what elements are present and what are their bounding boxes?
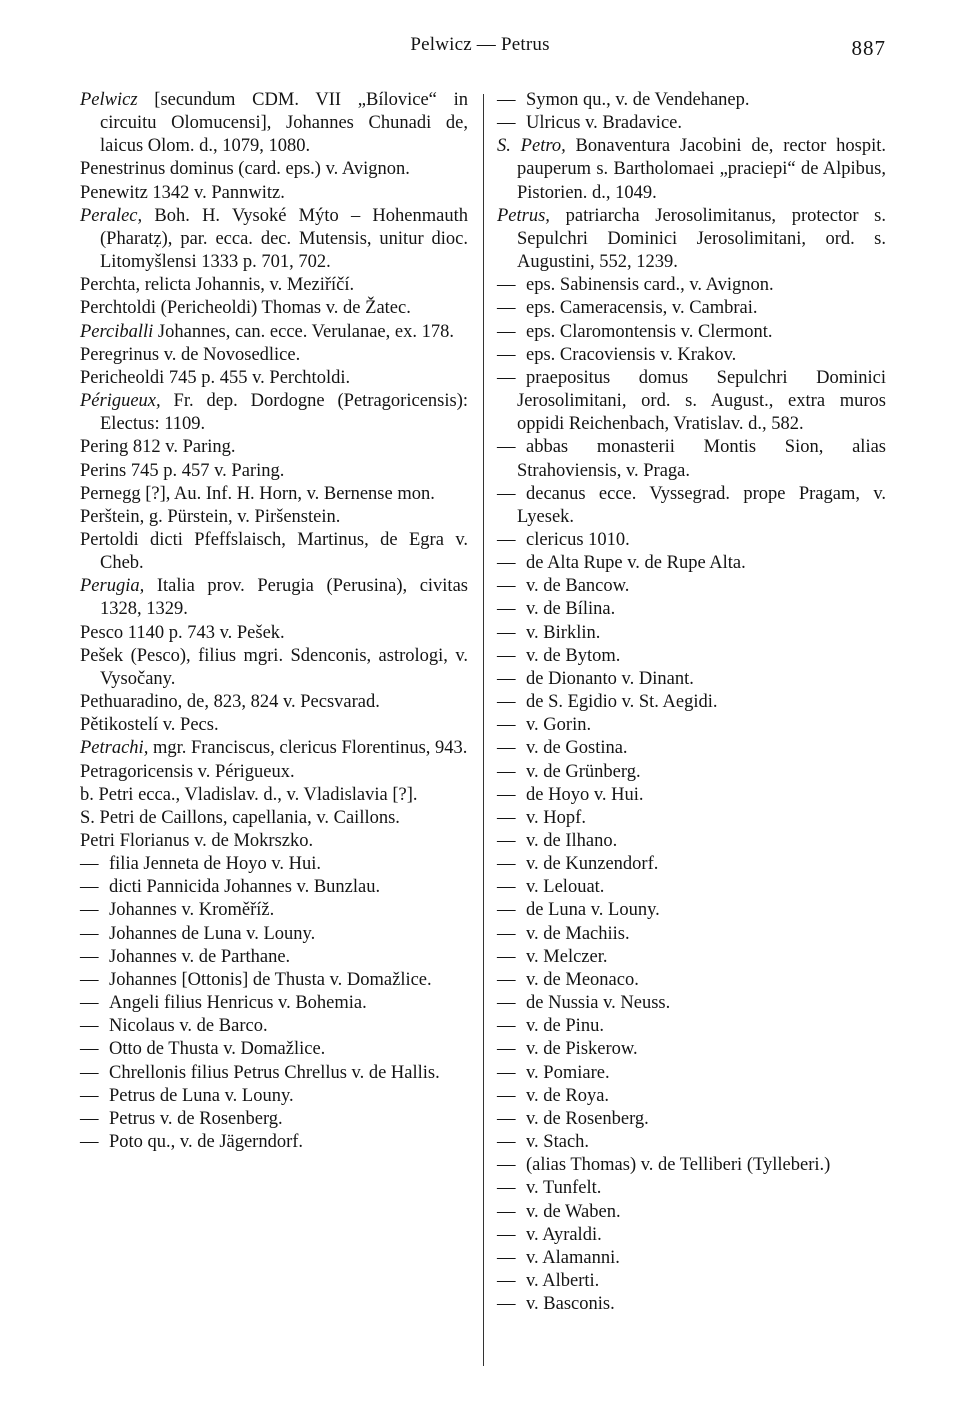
index-entry	[497, 274, 886, 297]
index-entry	[80, 158, 468, 181]
index-entry	[80, 691, 468, 714]
entry-text: v. de Grünberg.	[526, 761, 641, 782]
dash-marker: —	[497, 692, 516, 713]
entry-text: (alias Thomas) v. de Telliberi (Tylleberi.)	[526, 1155, 831, 1176]
entry-text: v. Basconis.	[526, 1294, 615, 1315]
entry-text: filia Jenneta de Hoyo v. Hui.	[109, 854, 322, 875]
dash-marker: —	[497, 437, 516, 458]
entry-text: v. Pomiare.	[526, 1062, 610, 1083]
entry-text: Fr. dep. Dordogne (Petragoricensis): Electus: 1109.	[100, 391, 468, 435]
entry-text: Petrus de Luna v. Louny.	[109, 1085, 294, 1106]
dash-marker: —	[497, 367, 516, 388]
index-entry	[497, 436, 886, 482]
entry-text: Pethuaradino, de, 823, 824 v. Pecsvarad.	[80, 692, 380, 713]
index-entry	[497, 1015, 886, 1038]
entry-text: v. de Machiis.	[526, 923, 630, 944]
index-entry	[497, 367, 886, 436]
index-entry	[497, 1038, 886, 1061]
dash-marker: —	[497, 113, 516, 134]
index-entry	[80, 575, 468, 621]
entry-text: Pětikostelí v. Pecs.	[80, 715, 219, 736]
index-entry	[80, 645, 468, 691]
index-entry	[497, 946, 886, 969]
entry-text: Poto qu., v. de Jägerndorf.	[109, 1132, 304, 1153]
index-entry	[497, 1293, 886, 1316]
dash-marker: —	[80, 1039, 99, 1060]
index-entry	[80, 297, 468, 320]
entry-text: decanus ecce. Vyssegrad. prope Pragam, v. Lyesek.	[517, 483, 886, 527]
index-entry	[497, 344, 886, 367]
entry-text: v. Tunfelt.	[526, 1178, 602, 1199]
entry-text: eps. Cameracensis, v. Cambrai.	[526, 298, 758, 319]
index-entry	[497, 853, 886, 876]
entry-text: Johannes v. de Parthane.	[109, 946, 291, 967]
index-entry	[80, 390, 468, 436]
index-entry	[80, 436, 468, 459]
index-entry	[497, 112, 886, 135]
entry-text: eps. Cracoviensis v. Krakov.	[526, 344, 737, 365]
entry-text: praepositus domus Sepulchri Dominici Jerosolimitani, ord. s. August., extra muros oppidi Reichenbach, Vratislav. d., 582.	[517, 367, 886, 435]
dash-marker: —	[497, 1108, 516, 1129]
dash-marker: —	[497, 1178, 516, 1199]
entry-text: Penestrinus dominus (card. eps.) v. Avignon.	[80, 159, 410, 180]
entry-text: v. de Meonaco.	[526, 969, 639, 990]
entry-text: de Dionanto v. Dinant.	[526, 668, 694, 689]
entry-text: v. de Piskerow.	[526, 1039, 638, 1060]
dash-marker: —	[497, 321, 516, 342]
entry-text: v. Gorin.	[526, 715, 592, 736]
entry-text: Chrellonis filius Petrus Chrellus v. de Hallis.	[109, 1062, 440, 1083]
index-entry	[497, 575, 886, 598]
dash-marker: —	[497, 1201, 516, 1222]
index-entry	[497, 1201, 886, 1224]
dash-marker: —	[497, 738, 516, 759]
entry-text: Penewitz 1342 v. Pannwitz.	[80, 182, 285, 203]
entry-text: Bonaventura Jacobini de, rector hospit. pauperum s. Bartholomaei „praciepi“ de Alpibus, Pistorien. d., 1049.	[517, 136, 887, 203]
dash-marker: —	[497, 993, 516, 1014]
dash-marker: —	[497, 1062, 516, 1083]
index-entry	[497, 1224, 886, 1247]
index-entry	[80, 946, 468, 969]
index-entry	[80, 1108, 468, 1131]
index-entry	[497, 714, 886, 737]
index-entry	[80, 506, 468, 529]
entry-text: Peregrinus v. de Novosedlice.	[80, 344, 301, 365]
index-entry	[497, 529, 886, 552]
index-entry	[80, 622, 468, 645]
index-entry	[497, 297, 886, 320]
entry-text: Johannes, can. ecce. Verulanae, ex. 178.	[153, 321, 454, 342]
dash-marker: —	[80, 993, 99, 1014]
dash-marker: —	[497, 668, 516, 689]
dash-marker: —	[497, 576, 516, 597]
index-entry	[497, 899, 886, 922]
index-entry	[80, 274, 468, 297]
index-entry	[497, 691, 886, 714]
entry-text: Perins 745 p. 457 v. Paring.	[80, 460, 285, 481]
index-entry	[80, 830, 468, 853]
index-entry	[497, 598, 886, 621]
index-entry	[497, 969, 886, 992]
dash-marker: —	[497, 946, 516, 967]
index-entry	[80, 1038, 468, 1061]
entry-text: S. Petri de Caillons, capellania, v. Caillons.	[80, 807, 400, 828]
entry-text: [secundum CDM. VII „Bílovice“ in circuitu Olomucensi], Johannes Chunadi de, laicus Olom. d., 1079, 1080.	[100, 90, 468, 157]
dash-marker: —	[497, 854, 516, 875]
left-column	[80, 89, 468, 1154]
entry-headword: Peralec,	[80, 205, 143, 226]
entry-text: v. de Ilhano.	[526, 831, 618, 851]
index-entry	[80, 761, 468, 784]
dash-marker: —	[80, 969, 99, 990]
entry-text: Perchta, relicta Johannis, v. Meziříčí.	[80, 275, 355, 296]
dash-marker: —	[497, 900, 516, 921]
index-entry	[497, 622, 886, 645]
entry-text: v. de Bílina.	[526, 599, 616, 620]
entry-text: Boh. H. Vysoké Mýto – Hohenmauth (Pharatẓ), par. ecca. dec. Mutensis, unitur dioc. Litomyšlensi 1333 p. 701, 702.	[100, 205, 468, 273]
entry-text: Johannes de Luna v. Louny.	[109, 923, 316, 944]
index-entry	[80, 1131, 468, 1154]
entry-text: eps. Claromontensis v. Clermont.	[526, 321, 773, 342]
entry-text: b. Petri ecca., Vladislav. d., v. Vladislavia [?].	[80, 784, 418, 805]
dash-marker: —	[80, 946, 99, 967]
index-entry	[80, 483, 468, 506]
entry-text: Otto de Thusta v. Domažlice.	[109, 1039, 326, 1060]
entry-text: Pericheoldi 745 p. 455 v. Perchtoldi.	[80, 367, 351, 388]
entry-text: patriarcha Jerosolimitanus, protector s. Sepulchri Dominici Jerosolimitani, ord. s. Augustini, 552, 1239.	[517, 205, 886, 273]
entry-headword: Petrachi,	[80, 738, 149, 759]
dash-marker: —	[497, 1224, 516, 1245]
dash-marker: —	[497, 784, 516, 805]
dash-marker: —	[497, 553, 516, 574]
index-entry	[80, 367, 468, 390]
page-number: 887	[851, 36, 886, 60]
dash-marker: —	[497, 831, 516, 851]
index-entry	[80, 876, 468, 899]
index-entry	[80, 205, 468, 274]
entry-text: v. Ayraldi.	[526, 1224, 602, 1245]
index-entry	[80, 737, 468, 760]
dash-marker: —	[497, 1155, 516, 1176]
entry-text: de Nussia v. Neuss.	[526, 993, 671, 1014]
dash-marker: —	[497, 1294, 516, 1315]
index-entry	[80, 853, 468, 876]
index-entry	[80, 899, 468, 922]
entry-text: v. Alberti.	[526, 1270, 600, 1291]
index-entry	[497, 135, 886, 204]
index-entry	[497, 807, 886, 830]
index-entry	[80, 969, 468, 992]
column-divider	[483, 94, 484, 1366]
index-entry	[80, 344, 468, 367]
entry-text: Pering 812 v. Paring.	[80, 437, 236, 458]
entry-text: Symon qu., v. de Vendehanep.	[526, 90, 750, 110]
dash-marker: —	[497, 275, 516, 296]
entry-text: v. Birklin.	[526, 622, 601, 643]
index-entry	[80, 1062, 468, 1085]
index-entry	[497, 1247, 886, 1270]
entry-text: abbas monasterii Montis Sion, alias Strahoviensis, v. Praga.	[517, 437, 886, 481]
entry-text: eps. Sabinensis card., v. Avignon.	[526, 275, 774, 296]
index-entry	[497, 645, 886, 668]
dash-marker: —	[80, 854, 99, 875]
index-entry	[497, 761, 886, 784]
entry-text: v. de Waben.	[526, 1201, 621, 1222]
entry-text: mgr. Franciscus, clericus Florentinus, 943.	[148, 738, 468, 759]
entry-text: v. de Kunzendorf.	[526, 854, 659, 875]
dash-marker: —	[80, 1132, 99, 1153]
entry-text: clericus 1010.	[526, 529, 630, 550]
index-entry	[497, 830, 886, 853]
dash-marker: —	[497, 90, 516, 110]
right-column	[497, 89, 886, 1316]
index-entry	[497, 1108, 886, 1131]
index-entry	[497, 1270, 886, 1293]
dash-marker: —	[497, 483, 516, 504]
index-entry	[497, 552, 886, 575]
index-entry	[497, 992, 886, 1015]
dash-marker: —	[80, 877, 99, 898]
entry-headword: Périgueux,	[80, 391, 161, 412]
entry-text: Perštein, g. Pürstein, v. Piršenstein.	[80, 506, 341, 527]
dash-marker: —	[497, 1039, 516, 1060]
index-entry	[497, 1177, 886, 1200]
entry-text: v. Lelouat.	[526, 877, 605, 898]
index-entry	[80, 1085, 468, 1108]
entry-text: v. de Pinu.	[526, 1016, 604, 1037]
dash-marker: —	[497, 1247, 516, 1268]
entry-text: de Alta Rupe v. de Rupe Alta.	[526, 553, 746, 574]
index-entry	[497, 668, 886, 691]
entry-text: v. Stach.	[526, 1132, 590, 1153]
index-entry	[80, 807, 468, 830]
index-entry	[497, 1131, 886, 1154]
dash-marker: —	[497, 807, 516, 828]
entry-headword: Pelwicz	[80, 90, 138, 110]
dash-marker: —	[497, 923, 516, 944]
index-entry	[80, 714, 468, 737]
dash-marker: —	[497, 969, 516, 990]
dash-marker: —	[80, 1016, 99, 1037]
entry-headword: Petrus,	[497, 205, 550, 226]
entry-text: Pešek (Pesco), filius mgri. Sdenconis, astrologi, v. Vysočany.	[80, 645, 468, 689]
entry-text: dicti Pannicida Johannes v. Bunzlau.	[109, 877, 381, 898]
entry-text: Petragoricensis v. Périgueux.	[80, 761, 295, 782]
dash-marker: —	[497, 1270, 516, 1291]
entry-text: de Hoyo v. Hui.	[526, 784, 644, 805]
entry-text: v. de Bytom.	[526, 645, 621, 666]
index-entry	[80, 460, 468, 483]
index-entry	[80, 321, 468, 344]
entry-text: Pertoldi dicti Pfeffslaisch, Martinus, de Egra v. Cheb.	[80, 529, 468, 574]
dash-marker: —	[80, 923, 99, 944]
entry-text: v. de Bancow.	[526, 576, 630, 597]
entry-text: v. Alamanni.	[526, 1247, 620, 1268]
index-entry	[497, 483, 886, 529]
index-entry	[497, 89, 886, 112]
dash-marker: —	[497, 877, 516, 898]
dash-marker: —	[497, 1132, 516, 1153]
index-entry	[497, 737, 886, 760]
index-entry	[80, 784, 468, 807]
entry-text: Angeli filius Henricus v. Bohemia.	[109, 993, 367, 1014]
dash-marker: —	[497, 1085, 516, 1106]
entry-text: v. Hopf.	[526, 807, 586, 828]
index-entry	[497, 1154, 886, 1177]
dash-marker: —	[497, 645, 516, 666]
entry-text: Johannes [Ottonis] de Thusta v. Domažlice.	[109, 969, 432, 990]
entry-text: de Luna v. Louny.	[526, 900, 660, 921]
entry-text: v. de Gostina.	[526, 738, 628, 759]
dash-marker: —	[497, 1016, 516, 1037]
entry-text: Petrus v. de Rosenberg.	[109, 1108, 283, 1129]
dash-marker: —	[80, 1085, 99, 1106]
dash-marker: —	[497, 529, 516, 550]
entry-text: Pesco 1140 p. 743 v. Pešek.	[80, 622, 285, 643]
dash-marker: —	[80, 900, 99, 921]
index-entry	[80, 529, 468, 575]
dash-marker: —	[80, 1062, 99, 1083]
dash-marker: —	[497, 715, 516, 736]
dash-marker: —	[497, 761, 516, 782]
index-entry	[497, 1085, 886, 1108]
dash-marker: —	[497, 622, 516, 643]
index-entry	[497, 923, 886, 946]
entry-text: Italia prov. Perugia (Perusina), civitas 1328, 1329.	[100, 576, 468, 620]
entry-text: v. Melczer.	[526, 946, 608, 967]
running-head: Pelwicz — Petrus	[410, 34, 550, 55]
entry-text: Petri Florianus v. de Mokrszko.	[80, 831, 314, 851]
entry-text: Pernegg [?], Au. Inf. H. Horn, v. Bernense mon.	[80, 483, 435, 504]
dash-marker: —	[80, 1108, 99, 1129]
entry-text: v. de Rosenberg.	[526, 1108, 649, 1129]
index-entry	[497, 321, 886, 344]
index-entry	[80, 992, 468, 1015]
index-entry	[80, 89, 468, 158]
dash-marker: —	[497, 344, 516, 365]
index-entry	[497, 876, 886, 899]
entry-headword: S. Petro,	[497, 136, 566, 157]
dash-marker: —	[497, 599, 516, 620]
index-entry	[80, 923, 468, 946]
index-entry	[497, 784, 886, 807]
entry-text: Perchtoldi (Pericheoldi) Thomas v. de Žatec.	[80, 298, 411, 319]
index-entry	[497, 1062, 886, 1085]
entry-text: Johannes v. Kroměříž.	[109, 900, 275, 921]
entry-text: Nicolaus v. de Barco.	[109, 1016, 268, 1037]
entry-text: de S. Egidio v. St. Aegidi.	[526, 692, 718, 713]
index-entry	[80, 1015, 468, 1038]
dash-marker: —	[497, 298, 516, 319]
entry-text: Ulricus v. Bradavice.	[526, 113, 682, 134]
entry-headword: Perciballi	[80, 321, 154, 342]
entry-text: v. de Roya.	[526, 1085, 610, 1106]
entry-headword: Perugia,	[80, 576, 145, 597]
index-entry	[497, 205, 886, 274]
index-entry	[80, 182, 468, 205]
